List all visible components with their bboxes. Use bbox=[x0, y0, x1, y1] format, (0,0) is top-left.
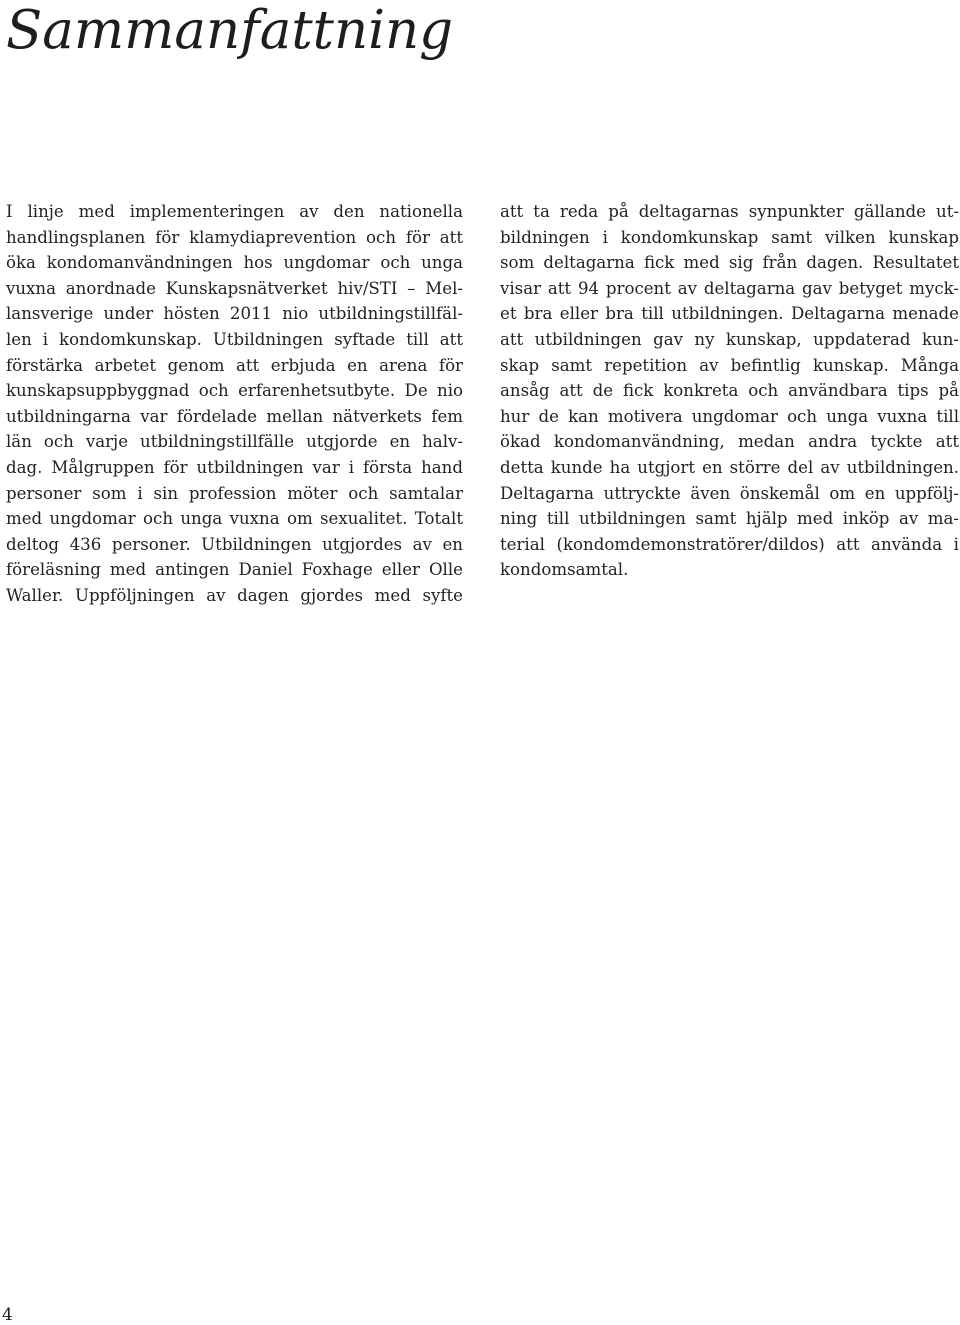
text-line: ning till utbildningen samt hjälp med inköp av ma- bbox=[500, 509, 959, 529]
page-title: Sammanfattning bbox=[6, 0, 454, 61]
text-line: skap samt repetition av befintlig kunskap. Många bbox=[500, 355, 959, 375]
text-line: Waller. Uppföljningen av dagen gjordes med syfte bbox=[6, 585, 463, 605]
text-line: hur de kan motivera ungdomar och unga vuxna till bbox=[500, 406, 959, 426]
text-line: bildningen i kondomkunskap samt vilken kunskap bbox=[500, 227, 959, 247]
text-line: dag. Målgruppen för utbildningen var i första hand bbox=[6, 457, 463, 477]
text-line: Deltagarna uttryckte även önskemål om en uppfölj- bbox=[500, 483, 959, 503]
page-number: 4 bbox=[2, 1305, 13, 1325]
text-line: kunskapsuppbyggnad och erfarenhetsutbyte. De nio bbox=[6, 381, 463, 401]
text-line: län och varje utbildningstillfälle utgjorde en halv- bbox=[6, 432, 463, 452]
text-line: handlingsplanen för klamydiaprevention och för att bbox=[6, 227, 463, 247]
text-line: detta kunde ha utgjort en större del av utbildningen. bbox=[500, 457, 959, 477]
summary-left-column bbox=[6, 199, 463, 609]
text-line: len i kondomkunskap. Utbildningen syftade till att bbox=[6, 329, 463, 349]
text-line: öka kondomanvändningen hos ungdomar och unga bbox=[6, 253, 463, 273]
summary-right-column bbox=[500, 199, 959, 583]
text-line: förstärka arbetet genom att erbjuda en arena för bbox=[6, 355, 463, 375]
text-line: terial (kondomdemonstratörer/dildos) att använda i bbox=[500, 534, 959, 554]
text-line: vuxna anordnade Kunskapsnätverket hiv/STI – Mel- bbox=[6, 278, 463, 298]
text-line: som deltagarna fick med sig från dagen. Resultatet bbox=[500, 253, 959, 273]
text-line: visar att 94 procent av deltagarna gav betyget myck- bbox=[500, 278, 959, 298]
text-line: lansverige under hösten 2011 nio utbildningstillfäl- bbox=[6, 304, 463, 324]
text-line: deltog 436 personer. Utbildningen utgjordes av en bbox=[6, 534, 463, 554]
text-line: kondomsamtal. bbox=[500, 560, 629, 580]
text-line: personer som i sin profession möter och samtalar bbox=[6, 483, 463, 503]
text-line: et bra eller bra till utbildningen. Deltagarna menade bbox=[500, 304, 959, 324]
text-line: ökad kondomanvändning, medan andra tyckte att bbox=[500, 432, 959, 452]
text-line: med ungdomar och unga vuxna om sexualitet. Totalt bbox=[6, 509, 463, 529]
text-line: utbildningarna var fördelade mellan nätverkets fem bbox=[6, 406, 463, 426]
text-line: I linje med implementeringen av den nationella bbox=[6, 202, 463, 221]
text-line: föreläsning med antingen Daniel Foxhage eller Olle bbox=[6, 560, 463, 580]
text-line: att utbildningen gav ny kunskap, uppdaterad kun- bbox=[500, 329, 959, 349]
text-line: att ta reda på deltagarnas synpunkter gällande ut- bbox=[500, 202, 959, 221]
text-line: ansåg att de fick konkreta och användbara tips på bbox=[500, 381, 959, 401]
